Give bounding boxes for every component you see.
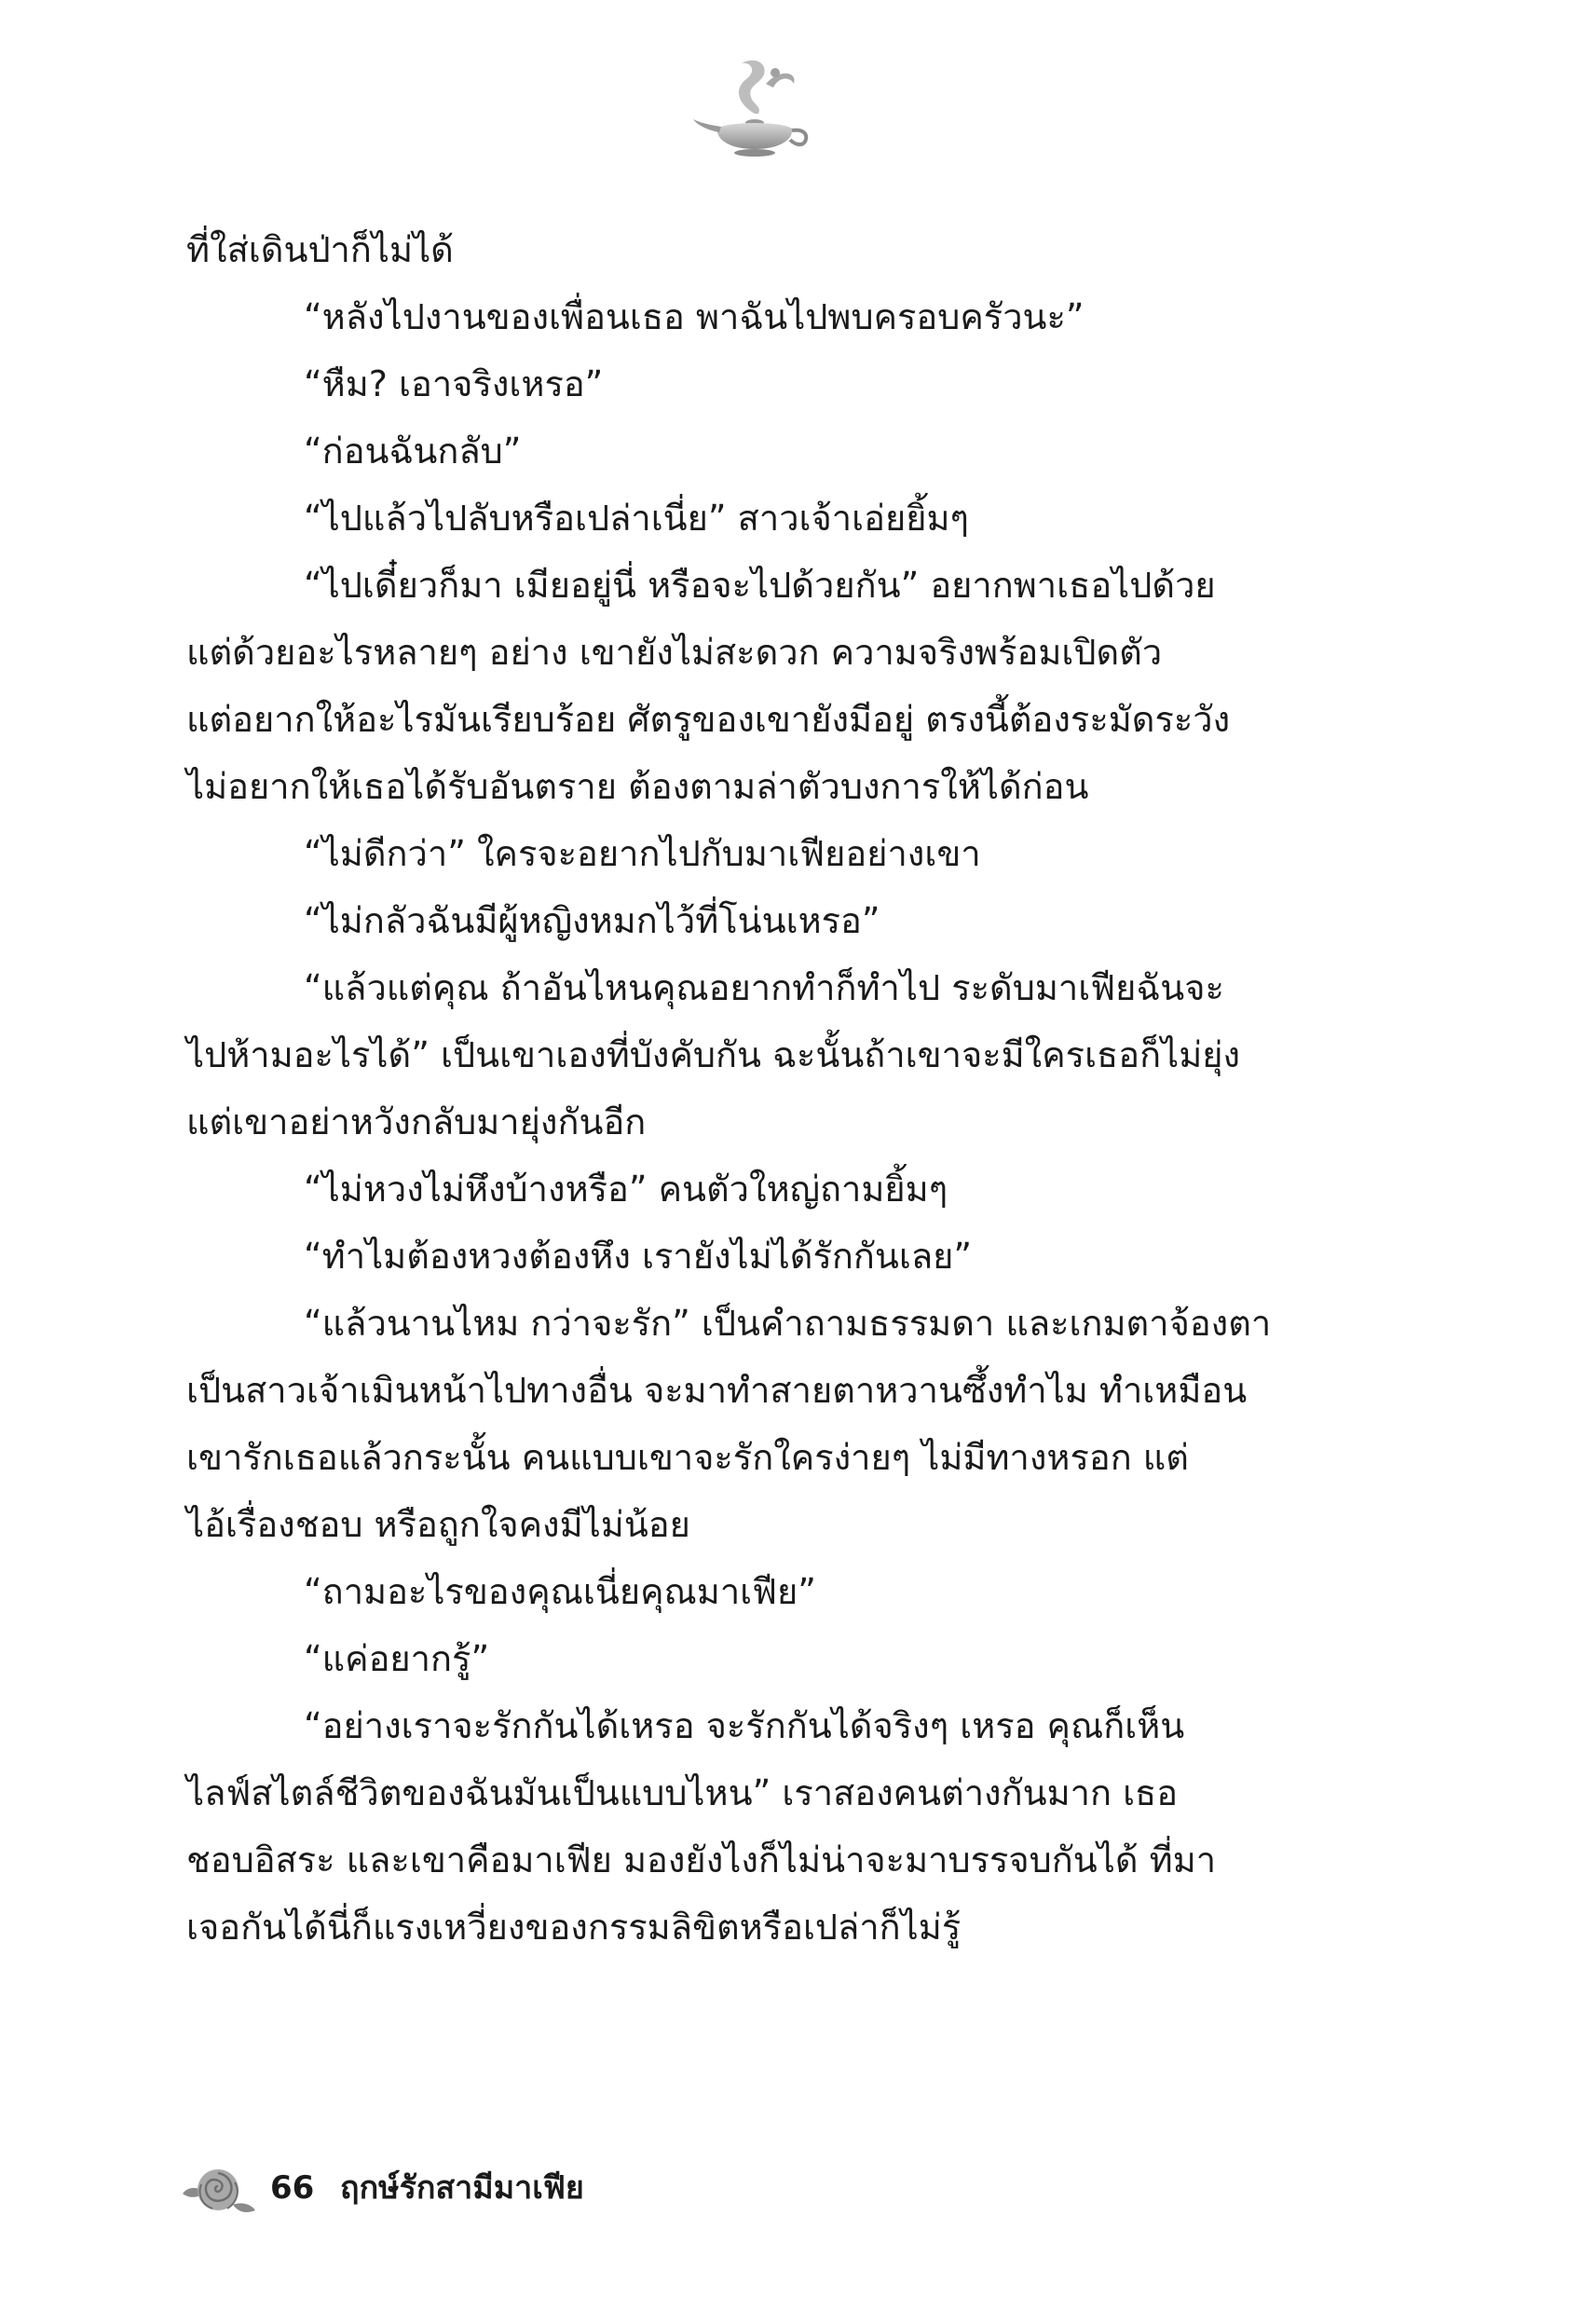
text-line: “ไปแล้วไปลับหรือเปล่าเนี่ย” สาวเจ้าเอ่ยยิ้มๆ [304, 498, 969, 539]
rose-icon [177, 2156, 257, 2222]
page-number: 66 [270, 2169, 315, 2207]
text-line: ไม่อยากให้เธอได้รับอันตราย ต้องตามล่าตัวบงการให้ได้ก่อน [186, 766, 1089, 807]
text-line: เขารักเธอแล้วกระนั้น คนแบบเขาจะรักใครง่ายๆ ไม่มีทางหรอก แต่ [186, 1437, 1189, 1478]
body-text [186, 216, 1330, 1961]
text-line: “อย่างเราจะรักกันได้เหรอ จะรักกันได้จริงๆ เหรอ คุณก็เห็น [304, 1705, 1185, 1746]
text-line: “ไม่หวงไม่หึงบ้างหรือ” คนตัวใหญ่ถามยิ้มๆ [304, 1169, 948, 1210]
text-line: “แล้วนานไหม กว่าจะรัก” เป็นคำถามธรรมดา และเกมตาจ้องตา [304, 1303, 1272, 1344]
text-line: “หืม? เอาจริงเหรอ” [304, 363, 604, 404]
text-line: ไปห้ามอะไรได้” เป็นเขาเองที่บังคับกัน ฉะนั้นถ้าเขาจะมีใครเธอก็ไม่ยุ่ง [186, 1034, 1241, 1075]
genie-lamp-icon [689, 56, 820, 158]
text-line: “ทำไมต้องหวงต้องหึง เรายังไม่ได้รักกันเลย” [304, 1236, 973, 1277]
text-line: “ไม่กลัวฉันมีผู้หญิงหมกไว้ที่โน่นเหรอ” [304, 900, 880, 941]
text-line: ไอ้เรื่องชอบ หรือถูกใจคงมีไม่น้อย [186, 1504, 690, 1545]
text-line: “ก่อนฉันกลับ” [304, 431, 522, 472]
text-line: “หลังไปงานของเพื่อนเธอ พาฉันไปพบครอบครัวนะ” [304, 296, 1084, 337]
text-line: “ถามอะไรของคุณเนี่ยคุณมาเฟีย” [304, 1571, 816, 1612]
text-line: แต่อยากให้อะไรมันเรียบร้อย ศัตรูของเขายังมีอยู่ ตรงนี้ต้องระมัดระวัง [186, 699, 1231, 740]
text-line: “ไปเดี๋ยวก็มา เมียอยู่นี่ หรือจะไปด้วยกัน” อยากพาเธอไปด้วย [304, 565, 1216, 606]
page-footer [177, 2153, 829, 2227]
text-line: แต่เขาอย่าหวังกลับมายุ่งกันอีก [186, 1101, 647, 1142]
book-title: ฤกษ์รักสามีมาเฟีย [340, 2169, 584, 2207]
text-line: เป็นสาวเจ้าเมินหน้าไปทางอื่น จะมาทำสายตาหวานซึ้งทำไม ทำเหมือน [186, 1370, 1248, 1411]
text-line: แต่ด้วยอะไรหลายๆ อย่าง เขายังไม่สะดวก ความจริงพร้อมเปิดตัว [186, 632, 1163, 673]
text-line: “แล้วแต่คุณ ถ้าอันไหนคุณอยากทำก็ทำไป ระดับมาเฟียฉันจะ [304, 967, 1224, 1008]
text-line: “แค่อยากรู้” [304, 1638, 490, 1679]
text-line: ไลฟ์สไตล์ชีวิตของฉันมันเป็นแบบไหน” เราสองคนต่างกันมาก เธอ [186, 1772, 1179, 1813]
text-line: ที่ใส่เดินป่าก็ไม่ได้ [186, 229, 454, 270]
text-line: “ไม่ดีกว่า” ใครจะอยากไปกับมาเฟียอย่างเขา [304, 833, 981, 874]
text-line: ชอบอิสระ และเขาคือมาเฟีย มองยังไงก็ไม่น่าจะมาบรรจบกันได้ ที่มา [186, 1839, 1217, 1880]
text-line: เจอกันได้นี่ก็แรงเหวี่ยงของกรรมลิขิตหรือเปล่าก็ไม่รู้ [186, 1907, 962, 1948]
